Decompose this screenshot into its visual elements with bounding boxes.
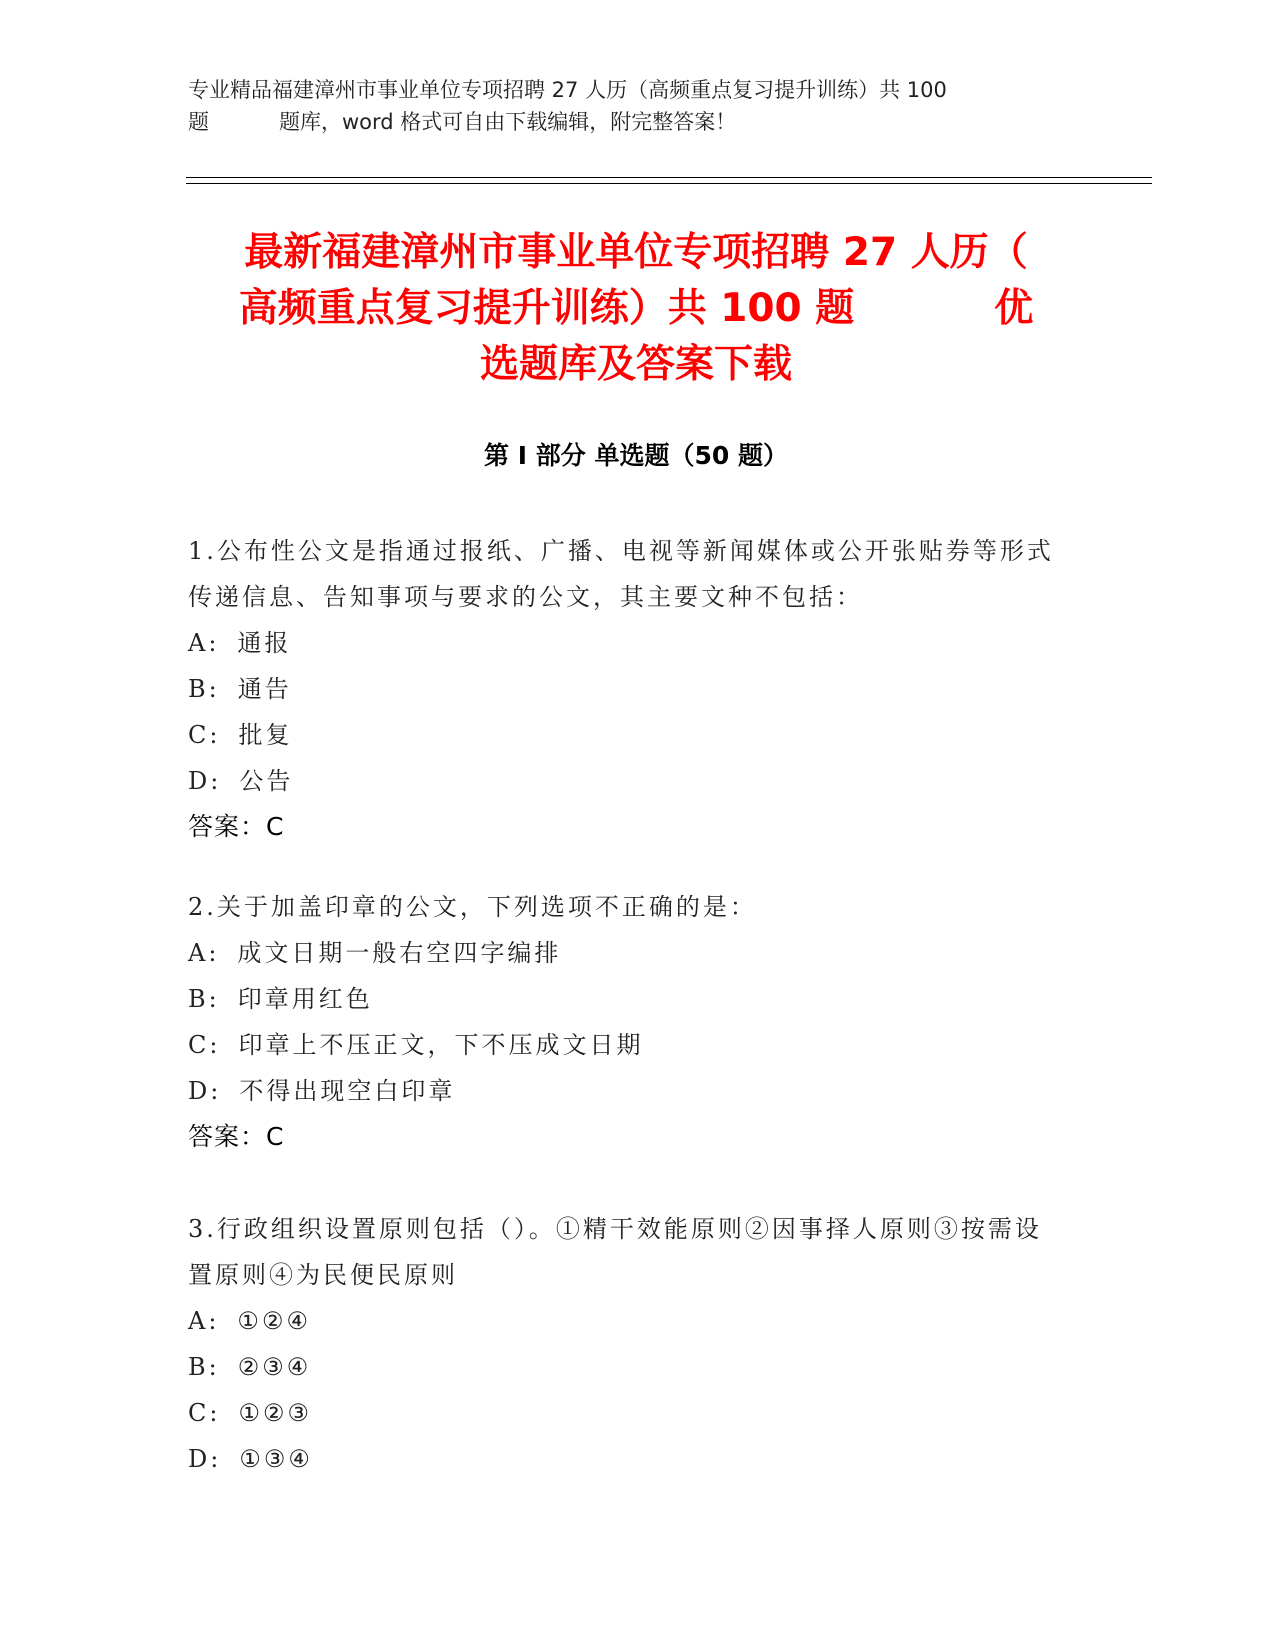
option-key: B: xyxy=(188,1353,220,1381)
option-c xyxy=(188,1390,1068,1436)
title-line-2-tail: 优 xyxy=(994,286,1034,331)
header-line-2-lead: 题 xyxy=(188,110,209,134)
option-d xyxy=(188,1068,1068,1114)
option-text: 批复 xyxy=(238,721,293,749)
option-key: D: xyxy=(188,1445,222,1473)
document-title xyxy=(186,225,1086,393)
option-key: D: xyxy=(188,1077,222,1105)
option-a xyxy=(188,930,1068,976)
option-text: 印章上不压正文，下不压成文日期 xyxy=(238,1031,644,1059)
option-text: 公告 xyxy=(239,767,294,795)
question-3 xyxy=(188,1206,1068,1482)
title-line-1: 最新福建漳州市事业单位专项招聘 27 人历（ xyxy=(244,230,1028,275)
option-key: A: xyxy=(188,939,220,967)
question-stem: 3.行政组织设置原则包括（）。①精干效能原则②因事择人原则③按需设置原则④为民便民原则 xyxy=(188,1215,1042,1289)
option-key: A: xyxy=(188,1307,220,1335)
title-line-3: 选题库及答案下载 xyxy=(479,342,792,387)
option-key: D: xyxy=(188,767,222,795)
header-divider-top xyxy=(186,177,1152,178)
header-line-1: 专业精品福建漳州市事业单位专项招聘 27 人历（高频重点复习提升训练）共 100 xyxy=(188,78,947,102)
option-d xyxy=(188,1436,1068,1482)
option-b xyxy=(188,666,1068,712)
option-key: A: xyxy=(188,629,220,657)
header-line-2 xyxy=(188,106,1068,138)
option-c xyxy=(188,712,1068,758)
question-2 xyxy=(188,884,1068,1160)
header-divider-bottom xyxy=(186,183,1152,184)
option-text: 通报 xyxy=(237,629,292,657)
option-d xyxy=(188,758,1068,804)
option-text: ①②④ xyxy=(237,1307,311,1335)
option-text: ①②③ xyxy=(238,1399,312,1427)
option-a xyxy=(188,620,1068,666)
question-1 xyxy=(188,528,1068,850)
question-stem: 2.关于加盖印章的公文，下列选项不正确的是： xyxy=(188,893,757,921)
section-heading: 第 I 部分 单选题（50 题） xyxy=(484,441,788,470)
option-b xyxy=(188,976,1068,1022)
option-text: 通告 xyxy=(237,675,292,703)
title-line-2-main: 高频重点复习提升训练）共 100 题 xyxy=(238,286,855,331)
option-key: C: xyxy=(188,1031,221,1059)
option-b xyxy=(188,1344,1068,1390)
option-a xyxy=(188,1298,1068,1344)
option-text: ①③④ xyxy=(239,1445,313,1473)
option-text: 印章用红色 xyxy=(237,985,373,1013)
option-key: B: xyxy=(188,985,220,1013)
option-c xyxy=(188,1022,1068,1068)
question-stem: 1.公布性公文是指通过报纸、广播、电视等新闻媒体或公开张贴券等形式传递信息、告知事项与要求的公文，其主要文种不包括： xyxy=(188,537,1054,611)
header-line-2-tail: 题库，word 格式可自由下载编辑，附完整答案！ xyxy=(279,110,737,134)
option-text: ②③④ xyxy=(237,1353,312,1381)
option-text: 不得出现空白印章 xyxy=(239,1077,456,1105)
option-text: 成文日期一般右空四字编排 xyxy=(237,939,562,967)
title-line-2 xyxy=(186,281,1086,337)
option-key: C: xyxy=(188,1399,221,1427)
document-header xyxy=(188,74,1068,138)
option-key: C: xyxy=(188,721,221,749)
answer-line: 答案：C xyxy=(188,812,285,841)
option-key: B: xyxy=(188,675,220,703)
answer-line: 答案：C xyxy=(188,1122,285,1151)
